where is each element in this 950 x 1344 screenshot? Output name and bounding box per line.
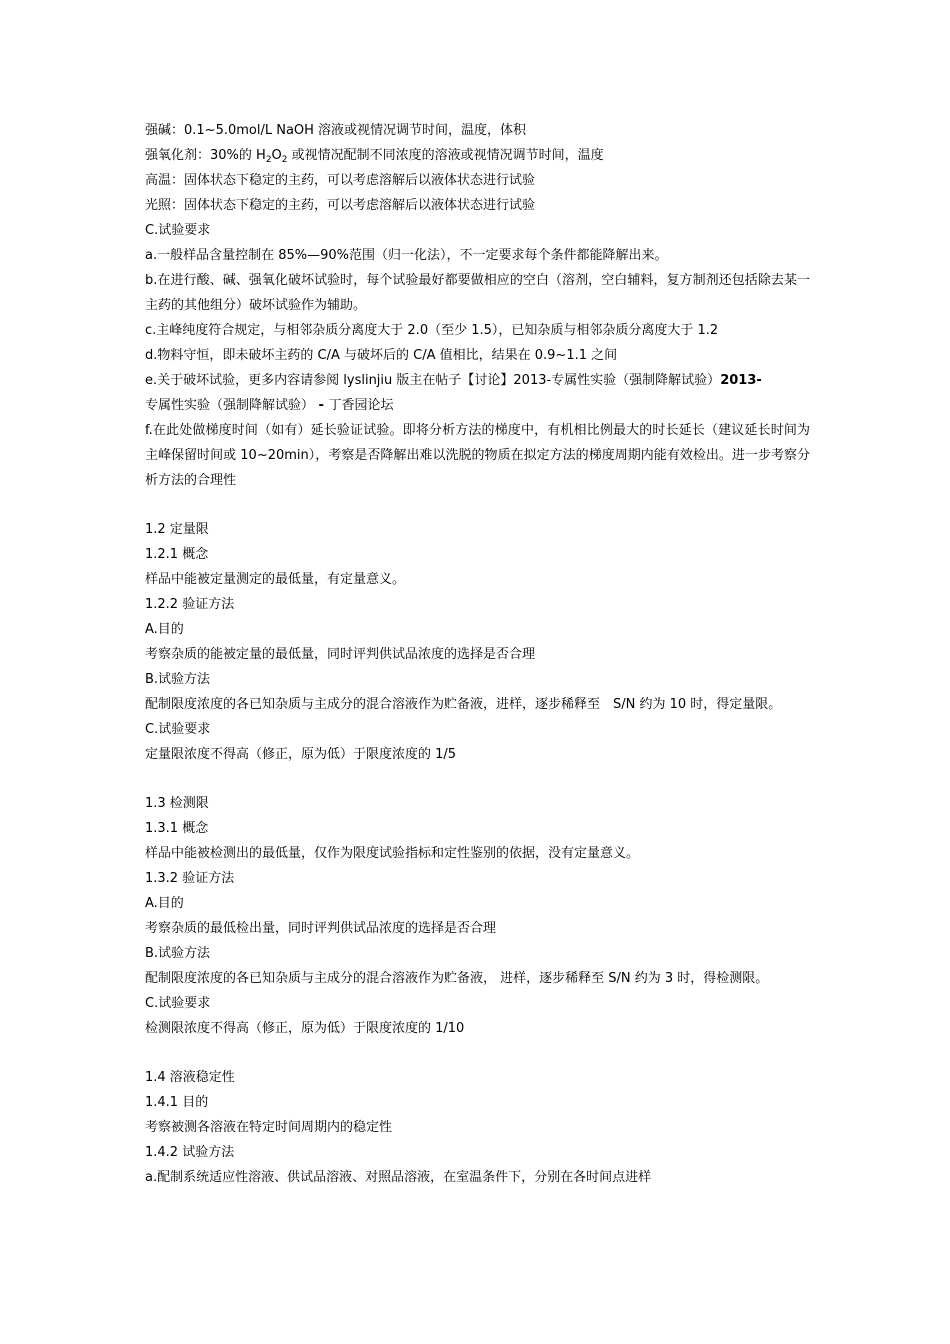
requirement-c: c.主峰纯度符合规定，与相邻杂质分离度大于 2.0（至少 1.5），已知杂质与相邻杂质分离度大于 1.2 (145, 323, 719, 338)
requirements-heading: C.试验要求 (145, 223, 211, 238)
oxidant-o: O (271, 148, 282, 163)
loq-concept: 样品中能被定量测定的最低量，有定量意义。 (145, 572, 406, 587)
stability-method-a: a.配制系统适应性溶液、供试品溶液、对照品溶液，在室温条件下，分别在各时间点进样 (145, 1170, 652, 1185)
oxidant-prefix: 强氧化剂：30%的 H (145, 148, 266, 163)
loq-purpose: 考察杂质的能被定量的最低量，同时评判供试品浓度的选择是否合理 (145, 647, 536, 662)
lod-concept: 样品中能被检测出的最低量，仅作为限度试验指标和定性鉴别的依据，没有定量意义。 (145, 846, 640, 861)
stability-purpose: 考察被测各溶液在特定时间周期内的稳定性 (145, 1120, 393, 1135)
heat-line: 高温：固体状态下稳定的主药，可以考虑溶解后以液体状态进行试验 (145, 173, 536, 188)
lod-purpose: 考察杂质的最低检出量，同时评判供试品浓度的选择是否合理 (145, 921, 497, 936)
loq-purpose-heading: A.目的 (145, 622, 184, 637)
requirement-d: d.物料守恒，即未破坏主药的 C/A 与破坏后的 C/A 值相比，结果在 0.9~1.1 之间 (145, 348, 618, 363)
loq-concept-heading: 1.2.1 概念 (145, 547, 209, 562)
lod-requirements: 检测限浓度不得高（修正，原为低）于限度浓度的 1/10 (145, 1021, 465, 1036)
lod-heading: 1.3 检测限 (145, 796, 209, 811)
requirement-a: a.一般样品含量控制在 85%—90%范围（归一化法），不一定要求每个条件都能降解出来。 (145, 248, 668, 263)
o2-subscript: 2 (281, 155, 288, 165)
oxidant-suffix: 或视情况配制不同浓度的溶液或视情况调节时间，温度 (287, 148, 604, 163)
oxidant-line (145, 143, 810, 168)
forum-thread-link[interactable]: 专属性实验（强制降解试验） (145, 398, 315, 413)
loq-requirements: 定量限浓度不得高（修正，原为低）于限度浓度的 1/5 (145, 747, 457, 762)
lod-requirements-heading: C.试验要求 (145, 996, 211, 1011)
loq-requirements-heading: C.试验要求 (145, 722, 211, 737)
requirement-f: f.在此处做梯度时间（如有）延长验证试验。即将分析方法的梯度中，有机相比例最大的时长延长（建议延长时间为主峰保留时间或 10~20min），考察是否降解出难以洗脱的物质在拟定方法的梯度周期内能有效检出。进一步考察分析方法的合理性 (145, 423, 810, 488)
loq-test-method: 配制限度浓度的各已知杂质与主成分的混合溶液作为贮备液，进样，逐步稀释至 S/N 约为 10 时，得定量限。 (145, 697, 782, 712)
forum-name: 丁香园论坛 (328, 398, 394, 413)
lod-concept-heading: 1.3.1 概念 (145, 821, 209, 836)
stability-heading: 1.4 溶液稳定性 (145, 1070, 235, 1085)
stability-purpose-heading: 1.4.1 目的 (145, 1095, 209, 1110)
separator: - (314, 398, 329, 413)
lod-test-method-heading: B.试验方法 (145, 946, 211, 961)
requirement-e-text: e.关于破坏试验，更多内容请参阅 lyslinjiu 版主在帖子【讨论】2013-专属性实验（强制降解试验） (145, 373, 721, 388)
light-line: 光照：固体状态下稳定的主药，可以考虑溶解后以液体状态进行试验 (145, 198, 536, 213)
lod-purpose-heading: A.目的 (145, 896, 184, 911)
requirement-e-cont (145, 393, 810, 418)
requirement-e-bold: 2013- (720, 373, 762, 388)
requirement-e (145, 368, 810, 393)
loq-heading: 1.2 定量限 (145, 522, 209, 537)
loq-test-method-heading: B.试验方法 (145, 672, 211, 687)
lod-method-heading: 1.3.2 验证方法 (145, 871, 235, 886)
document-page (145, 118, 810, 1190)
stability-method-heading: 1.4.2 试验方法 (145, 1145, 235, 1160)
requirement-b: b.在进行酸、碱、强氧化破坏试验时，每个试验最好都要做相应的空白（溶剂，空白辅料，复方制剂还包括除去某一主药的其他组分）破坏试验作为辅助。 (145, 273, 810, 313)
alkali-line: 强碱：0.1~5.0mol/L NaOH 溶液或视情况调节时间，温度，体积 (145, 123, 527, 138)
loq-method-heading: 1.2.2 验证方法 (145, 597, 235, 612)
h2-subscript: 2 (265, 155, 272, 165)
lod-test-method: 配制限度浓度的各已知杂质与主成分的混合溶液作为贮备液， 进样，逐步稀释至 S/N 约为 3 时，得检测限。 (145, 971, 769, 986)
